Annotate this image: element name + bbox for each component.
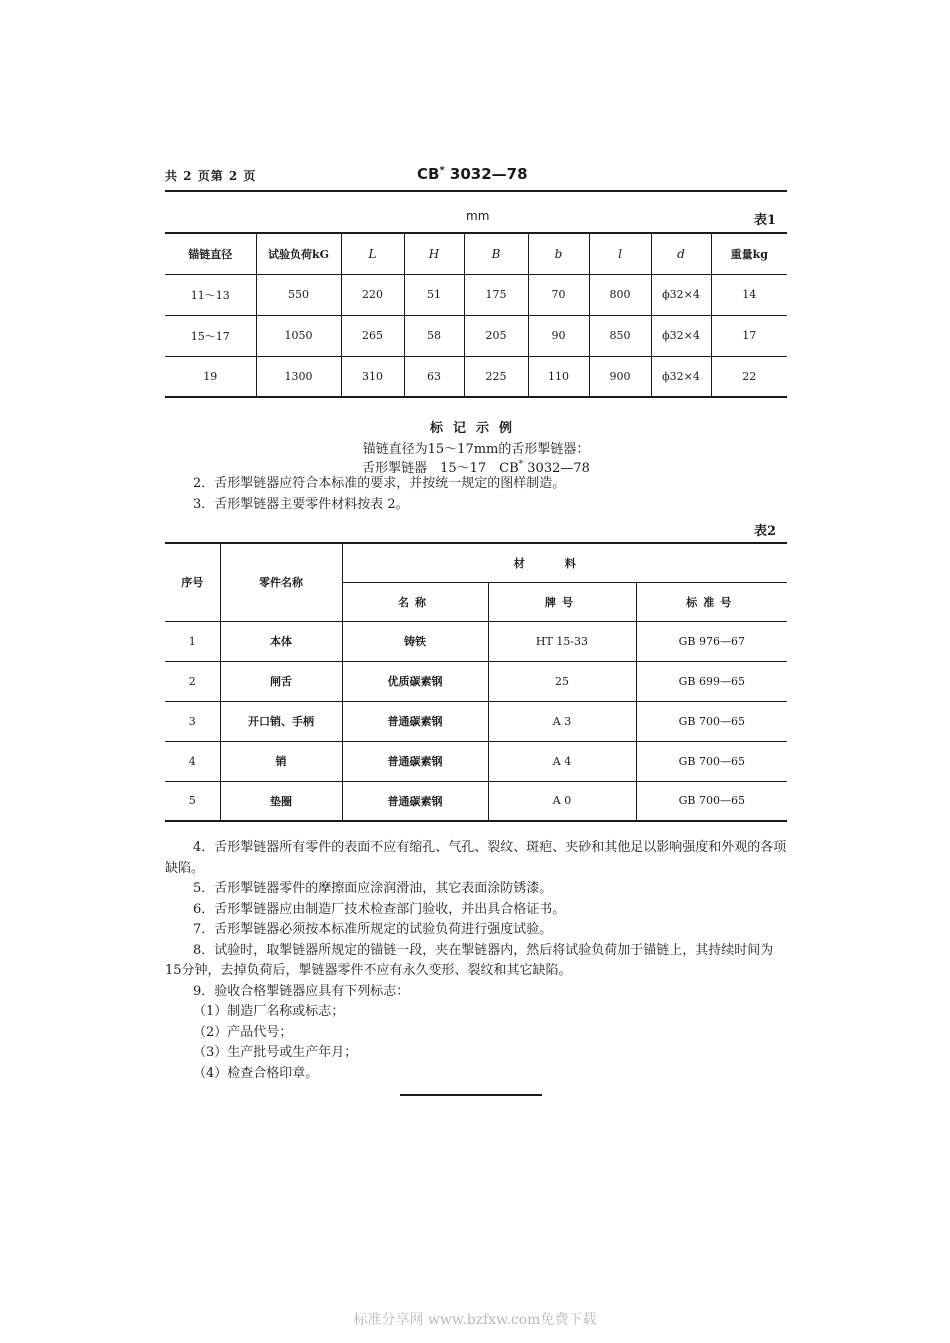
cell: 225	[464, 356, 528, 397]
marking-title: 标记示例	[429, 421, 522, 436]
cell: HT 15-33	[488, 621, 636, 661]
cell: 63	[404, 356, 464, 397]
end-rule	[400, 1094, 542, 1096]
marking-item-1: （1）制造厂名称或标志；	[193, 1004, 345, 1019]
cell: 265	[341, 315, 404, 356]
clause-8: 8．试验时，取掣链器所规定的锚链一段，夹在掣链器内，然后将试验负荷加于锚链上，其持续时间为15分钟，去掉负荷后，掣链器零件不应有永久变形、裂纹和其它缺陷。	[165, 942, 774, 978]
col-weight: 重量kg	[711, 233, 787, 274]
cell: GB 699—65	[636, 661, 787, 701]
table-row	[165, 356, 787, 397]
cell: 51	[404, 274, 464, 315]
col-B: B	[464, 233, 528, 274]
col-d: d	[651, 233, 711, 274]
clause-2: 2．舌形掣链器应符合本标准的要求，并按统一规定的图样制造。	[193, 476, 566, 491]
cell: 铸铁	[342, 621, 488, 661]
col-grade: 牌号	[488, 582, 636, 621]
cell: 普通碳素钢	[342, 781, 488, 821]
clause-4: 4．舌形掣链器所有零件的表面不应有缩孔、气孔、裂纹、斑疤、夹砂和其他足以影响强度和外观的各项缺陷。	[165, 840, 787, 876]
cell: 闸舌	[220, 661, 342, 701]
table1-unit: mm	[466, 209, 490, 223]
clause-7: 7．舌形掣链器必须按本标准所规定的试验负荷进行强度试验。	[193, 922, 553, 937]
cell: 开口销、手柄	[220, 701, 342, 741]
cell: 优质碳素钢	[342, 661, 488, 701]
cell: 90	[528, 315, 589, 356]
cell: 1300	[256, 356, 341, 397]
cell: A 4	[488, 741, 636, 781]
cell: GB 976—67	[636, 621, 787, 661]
header-rule	[165, 190, 787, 192]
cell: 70	[528, 274, 589, 315]
cell: 220	[341, 274, 404, 315]
cell: GB 700—65	[636, 781, 787, 821]
col-part-name: 零件名称	[220, 543, 342, 621]
cell: 900	[589, 356, 651, 397]
clause-6: 6．舌形掣链器应由制造厂技术检查部门验收，并出具合格证书。	[193, 901, 566, 917]
table2	[165, 542, 787, 822]
cell: 4	[165, 741, 220, 781]
table-row	[165, 315, 787, 356]
cell: 850	[589, 315, 651, 356]
marking-example: 舌形掣链器 15～17 CB* 3032—78	[362, 459, 590, 476]
cell: A 0	[488, 781, 636, 821]
table-row	[165, 701, 787, 741]
cell: 销	[220, 741, 342, 781]
table1	[165, 232, 787, 398]
cell: 58	[404, 315, 464, 356]
marking-item-3: （3）生产批号或生产年月；	[193, 1045, 358, 1060]
table2-label: 表2	[754, 524, 777, 539]
col-material-name: 名称	[342, 582, 488, 621]
cell: ϕ32×4	[651, 315, 711, 356]
marking-item-4: （4）检查合格印章。	[193, 1065, 319, 1081]
cell: 800	[589, 274, 651, 315]
marking-item-2: （2）产品代号；	[193, 1024, 293, 1040]
cell: GB 700—65	[636, 701, 787, 741]
clause-9: 9．验收合格掣链器应具有下列标志：	[193, 983, 410, 999]
cell: GB 700—65	[636, 741, 787, 781]
cell: 11～13	[165, 274, 256, 315]
table-row	[165, 741, 787, 781]
cell: 普通碳素钢	[342, 701, 488, 741]
table-row	[165, 781, 787, 821]
cell: 垫圈	[220, 781, 342, 821]
table1-header-row	[165, 233, 787, 274]
cell: 2	[165, 661, 220, 701]
col-standard: 标准号	[636, 582, 787, 621]
col-b: b	[528, 233, 589, 274]
cell: 205	[464, 315, 528, 356]
clause-3: 3．舌形掣链器主要零件材料按表 2。	[193, 497, 409, 512]
table-row	[165, 621, 787, 661]
col-chain-diameter: 锚链直径	[165, 233, 256, 274]
cell: A 3	[488, 701, 636, 741]
cell: 1050	[256, 315, 341, 356]
cell: 19	[165, 356, 256, 397]
cell: 175	[464, 274, 528, 315]
col-test-load: 试验负荷kG	[256, 233, 341, 274]
cell: 110	[528, 356, 589, 397]
table1-label: 表1	[754, 213, 777, 228]
col-H: H	[404, 233, 464, 274]
cell: 550	[256, 274, 341, 315]
table-row	[165, 661, 787, 701]
cell: 15～17	[165, 315, 256, 356]
cell: 310	[341, 356, 404, 397]
table-row	[165, 274, 787, 315]
cell: 22	[711, 356, 787, 397]
cell: ϕ32×4	[651, 274, 711, 315]
marking-description: 锚链直径为15～17mm的舌形掣链器：	[362, 442, 590, 457]
cell: 1	[165, 621, 220, 661]
clause-5: 5．舌形掣链器零件的摩擦面应涂润滑油，其它表面涂防锈漆。	[193, 881, 553, 896]
cell: 普通碳素钢	[342, 741, 488, 781]
cell: 17	[711, 315, 787, 356]
page-info: 共 2 页第 2 页	[165, 169, 257, 183]
requirements-text	[165, 838, 787, 1084]
watermark-footer: 标准分享网 www.bzfxw.com免费下载	[353, 1312, 597, 1328]
col-L: L	[341, 233, 404, 274]
table2-header-row	[165, 543, 787, 582]
cell: ϕ32×4	[651, 356, 711, 397]
cell: 25	[488, 661, 636, 701]
col-material: 材料	[342, 543, 787, 582]
col-seq: 序号	[165, 543, 220, 621]
cell: 5	[165, 781, 220, 821]
cell: 3	[165, 701, 220, 741]
cell: 本体	[220, 621, 342, 661]
standard-code: CB* 3032—78	[417, 165, 528, 183]
cell: 14	[711, 274, 787, 315]
col-l: l	[589, 233, 651, 274]
page-header	[165, 165, 787, 189]
